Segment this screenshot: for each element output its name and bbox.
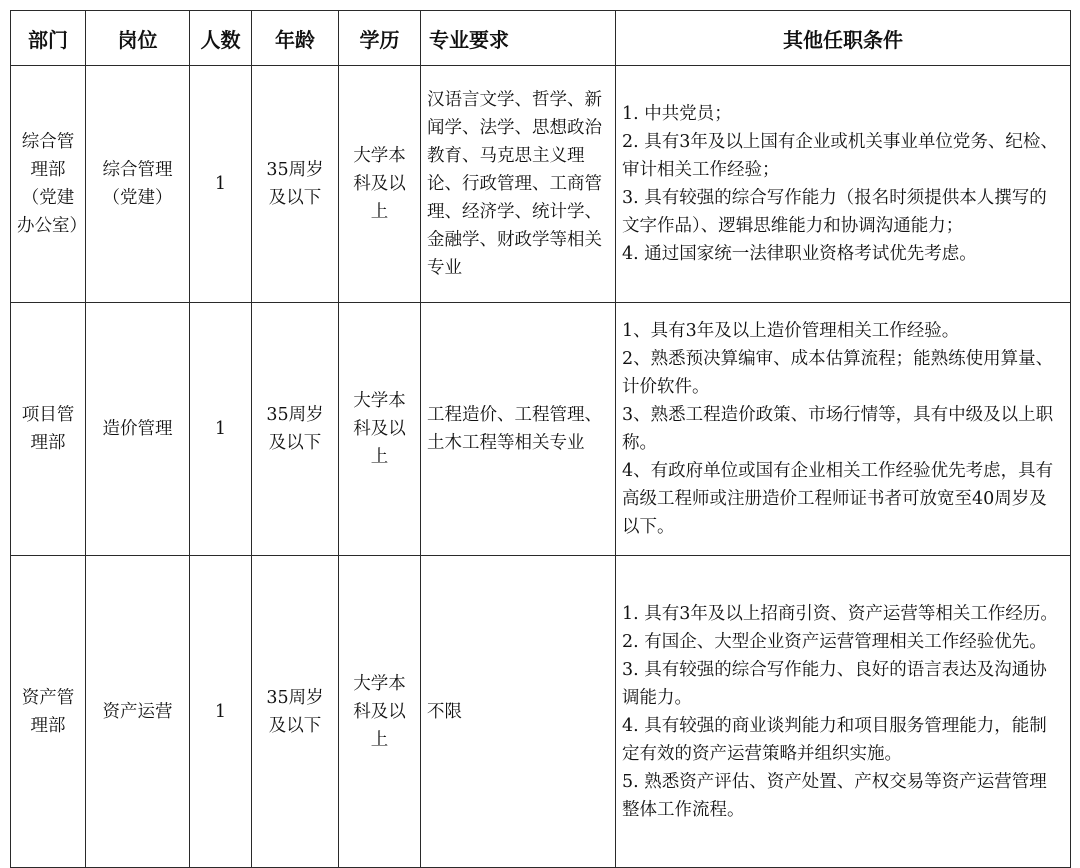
cell-department: 资产管理部 <box>11 556 86 868</box>
requirement-item: 2. 有国企、大型企业资产运营管理相关工作经验优先。 <box>622 631 1047 652</box>
cell-major: 工程造价、工程管理、土木工程等相关专业 <box>421 303 616 556</box>
cell-age: 35周岁及以下 <box>252 556 339 868</box>
cell-major: 汉语言文学、哲学、新闻学、法学、思想政治教育、马克思主义理论、行政管理、工商管理、经济学、统计学、金融学、财政学等相关专业 <box>421 66 616 303</box>
header-row <box>11 11 1071 66</box>
requirement-item: 2、熟悉预决算编审、成本估算流程；能熟练使用算量、计价软件。 <box>622 349 1054 397</box>
cell-education: 大学本科及以上 <box>339 556 421 868</box>
requirement-item: 4. 通过国家统一法律职业资格考试优先考虑。 <box>622 244 977 264</box>
header-requirements: 其他任职条件 <box>616 11 1071 66</box>
recruitment-table <box>10 10 1071 868</box>
header-education: 学历 <box>339 11 421 66</box>
cell-position: 资产运营 <box>86 556 190 868</box>
cell-position: 造价管理 <box>86 303 190 556</box>
requirement-item: 1. 具有3年及以上招商引资、资产运营等相关工作经历。 <box>622 603 1058 624</box>
header-age: 年龄 <box>252 11 339 66</box>
requirement-item: 4. 具有较强的商业谈判能力和项目服务管理能力，能制定有效的资产运营策略并组织实施。 <box>622 715 1047 764</box>
cell-age: 35周岁及以下 <box>252 66 339 303</box>
header-count: 人数 <box>190 11 252 66</box>
cell-position: 综合管理（党建） <box>86 66 190 303</box>
cell-department: 项目管理部 <box>11 303 86 556</box>
requirement-item: 1. 中共党员； <box>622 104 732 124</box>
requirement-item: 3. 具有较强的综合写作能力、良好的语言表达及沟通协调能力。 <box>622 659 1047 708</box>
cell-age: 35周岁及以下 <box>252 303 339 556</box>
table-row <box>11 556 1071 868</box>
cell-requirements <box>616 66 1071 303</box>
cell-count: 1 <box>190 303 252 556</box>
requirement-item: 3、熟悉工程造价政策、市场行情等，具有中级及以上职称。 <box>622 405 1054 453</box>
cell-major: 不限 <box>421 556 616 868</box>
cell-education: 大学本科及以上 <box>339 303 421 556</box>
recruitment-table-container <box>10 10 1070 855</box>
header-department: 部门 <box>11 11 86 66</box>
requirement-item: 4、有政府单位或国有企业相关工作经验优先考虑，具有高级工程师或注册造价工程师证书者可放宽至40周岁及以下。 <box>622 461 1054 537</box>
cell-department: 综合管理部（党建办公室） <box>11 66 86 303</box>
table-row <box>11 66 1071 303</box>
table-row <box>11 303 1071 556</box>
cell-count: 1 <box>190 556 252 868</box>
header-position: 岗位 <box>86 11 190 66</box>
cell-education: 大学本科及以上 <box>339 66 421 303</box>
requirement-item: 2. 具有3年及以上国有企业或机关事业单位党务、纪检、审计相关工作经验； <box>622 132 1058 180</box>
requirement-item: 3. 具有较强的综合写作能力（报名时须提供本人撰写的文字作品）、逻辑思维能力和协调沟通能力； <box>622 188 1047 236</box>
requirement-item: 5. 熟悉资产评估、资产处置、产权交易等资产运营管理整体工作流程。 <box>622 771 1047 820</box>
requirement-item: 1、具有3年及以上造价管理相关工作经验。 <box>622 321 960 341</box>
cell-count: 1 <box>190 66 252 303</box>
header-major: 专业要求 <box>421 11 616 66</box>
cell-requirements <box>616 556 1071 868</box>
cell-requirements <box>616 303 1071 556</box>
